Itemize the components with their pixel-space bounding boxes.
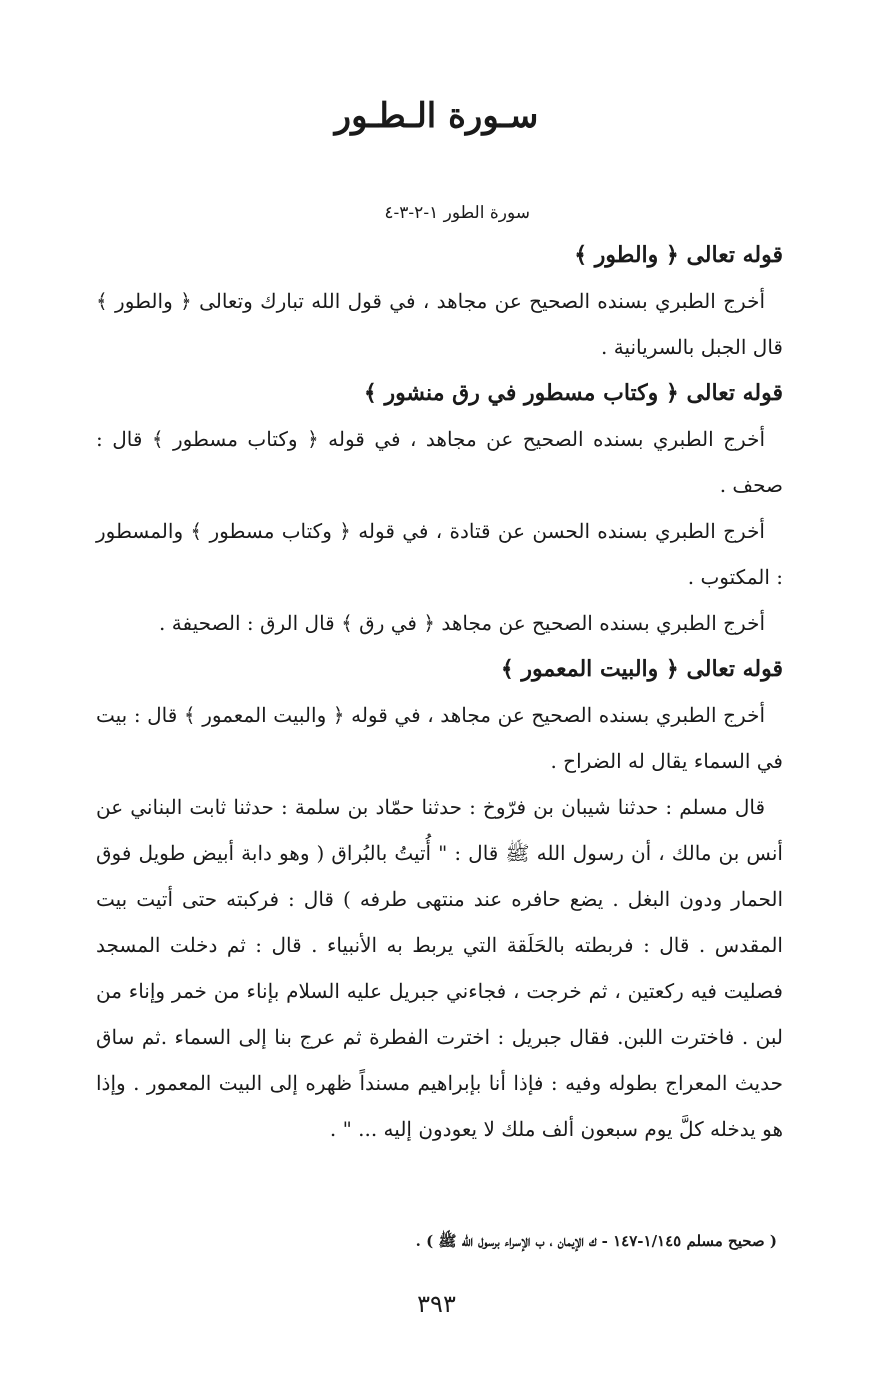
commentary-paragraph: أخرج الطبري بسنده الصحيح عن مجاهد ، في قوله ﴿ والبيت المعمور ﴾ قال : بيت في السماء يقال له الضراح . (96, 703, 783, 773)
verse-heading: قوله تعالى ﴿ والطور ﴾ (574, 242, 783, 268)
commentary-paragraph: أخرج الطبري بسنده الصحيح عن مجاهد ﴿ في رق ﴾ قال الرق : الصحيفة . (159, 611, 765, 635)
surah-title: سـورة الـطـور (334, 96, 539, 136)
verse-heading: قوله تعالى ﴿ والبيت المعمور ﴾ (500, 656, 783, 682)
commentary-paragraph: أخرج الطبري بسنده الصحيح عن مجاهد ، في قوله ﴿ وكتاب مسطور ﴾ قال : صحف . (96, 427, 783, 497)
verse-heading: قوله تعالى ﴿ وكتاب مسطور في رق منشور ﴾ (363, 380, 783, 406)
commentary-paragraph: أخرج الطبري بسنده الحسن عن قتادة ، في قوله ﴿ وكتاب مسطور ﴾ والمسطور : المكتوب . (96, 519, 783, 589)
verse-reference: سورة الطور ١-٢-٣-٤ (384, 203, 530, 223)
page-number: ٣٩٣ (417, 1290, 456, 1318)
hadith-paragraph: قال مسلم : حدثنا شيبان بن فرّوخ : حدثنا حمّاد بن سلمة : حدثنا ثابت البناني عن أنس بن مالك ، أن رسول الله ﷺ قال : " أُتيتُ بالبُراق ( وهو دابة أبيض طويل فوق الحمار ودون البغل . يضع حافره عند منتهى طرفه ) قال : فركبته حتى أتيت بيت المقدس . قال : فربطته بالحَلَقة التي يربط به الأنبياء . قال : ثم دخلت المسجد فصليت فيه ركعتين ، ثم خرجت ، فجاءني جبريل عليه السلام بإناء من خمر وإناء من لبن . فاخترت اللبن. فقال جبريل : اخترت الفطرة ثم عرج بنا إلى السماء .ثم ساق حديث المعراج بطوله وفيه : فإذا أنا بإبراهيم مسنداً ظهره إلى البيت المعمور . وإذا هو يدخله كلَّ يوم سبعون ألف ملك لا يعودون إليه ... " . (96, 795, 784, 1141)
source-citation: ( صحيح مسلم ١/١٤٥-١٤٧ - ك الإيمان ، ب الإسراء برسول الله ﷺ ) . (415, 1232, 777, 1250)
commentary-paragraph: أخرج الطبري بسنده الصحيح عن مجاهد ، في قول الله تبارك وتعالى ﴿ والطور ﴾ قال الجبل بالسريانية . (96, 289, 783, 359)
page-body (96, 232, 783, 1152)
